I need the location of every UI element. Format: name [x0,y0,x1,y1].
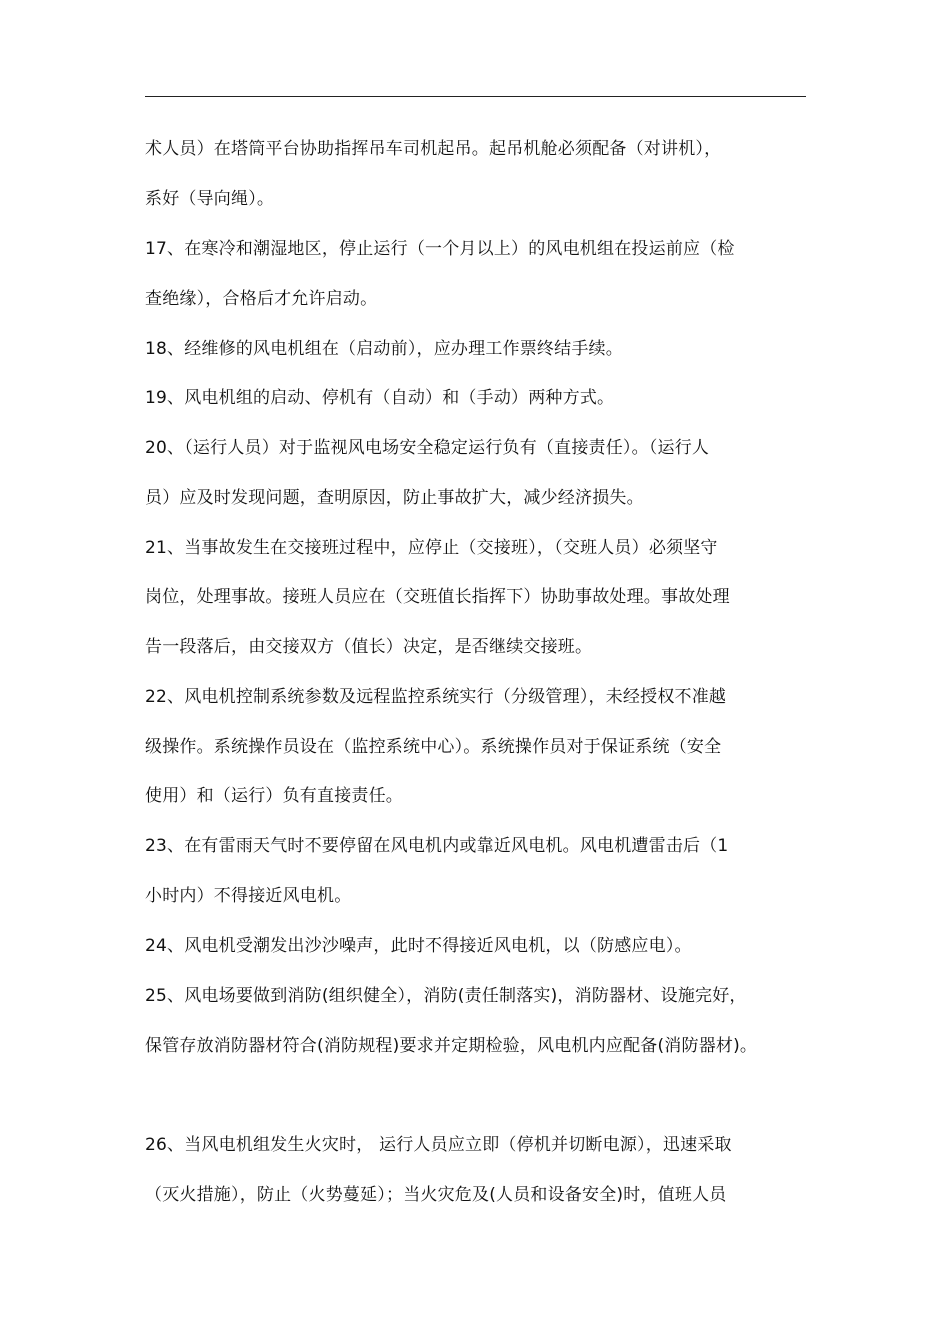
text-line: 级操作。系统操作员设在（监控系统中心）。系统操作员对于保证系统（安全 [145,737,722,757]
text-line: 术人员）在塔筒平台协助指挥吊车司机起吊。起吊机舱必须配备（对讲机）， [145,139,722,159]
text-line: （灭火措施），防止（火势蔓延）；当火灾危及(人员和设备安全)时，值班人员 [145,1185,727,1205]
text-line: 员）应及时发现问题，查明原因，防止事故扩大，减少经济损失。 [145,488,644,508]
text-line: 24、风电机受潮发出沙沙噪声，此时不得接近风电机，以（防感应电）。 [145,936,692,956]
text-line: 25、风电场要做到消防(组织健全），消防(责任制落实)，消防器材、设施完好， [145,986,747,1006]
text-line: 17、在寒冷和潮湿地区，停止运行（一个月以上）的风电机组在投运前应（检 [145,239,735,259]
text-line: 23、在有雷雨天气时不要停留在风电机内或靠近风电机。风电机遭雷击后（1 [145,836,729,856]
text-line: 21、当事故发生在交接班过程中，应停止（交接班），（交班人员）必须坚守 [145,538,718,558]
text-line: 19、风电机组的启动、停机有（自动）和（手动）两种方式。 [145,388,615,408]
text-line: 使用）和（运行）负有直接责任。 [145,786,403,806]
text-line: 查绝缘），合格后才允许启动。 [145,289,378,309]
text-line: 告一段落后，由交接双方（值长）决定，是否继续交接班。 [145,637,593,657]
text-line: 20、（运行人员）对于监视风电场安全稳定运行负有（直接责任）。（运行人 [145,438,710,458]
header-rule [145,96,806,97]
text-line: 保管存放消防器材符合(消防规程)要求并定期检验，风电机内应配备(消防器材)。 [145,1036,758,1056]
text-line: 岗位，处理事故。接班人员应在（交班值长指挥下）协助事故处理。事故处理 [145,587,730,607]
text-line: 22、风电机控制系统参数及远程监控系统实行（分级管理），未经授权不准越 [145,687,727,707]
text-line: 系好（导向绳）。 [145,189,275,209]
text-line: 18、经维修的风电机组在（启动前），应办理工作票终结手续。 [145,339,623,359]
text-line: 小时内）不得接近风电机。 [145,886,352,906]
text-line: 26、当风电机组发生火灾时， 运行人员应立即（停机并切断电源），迅速采取 [145,1135,732,1155]
